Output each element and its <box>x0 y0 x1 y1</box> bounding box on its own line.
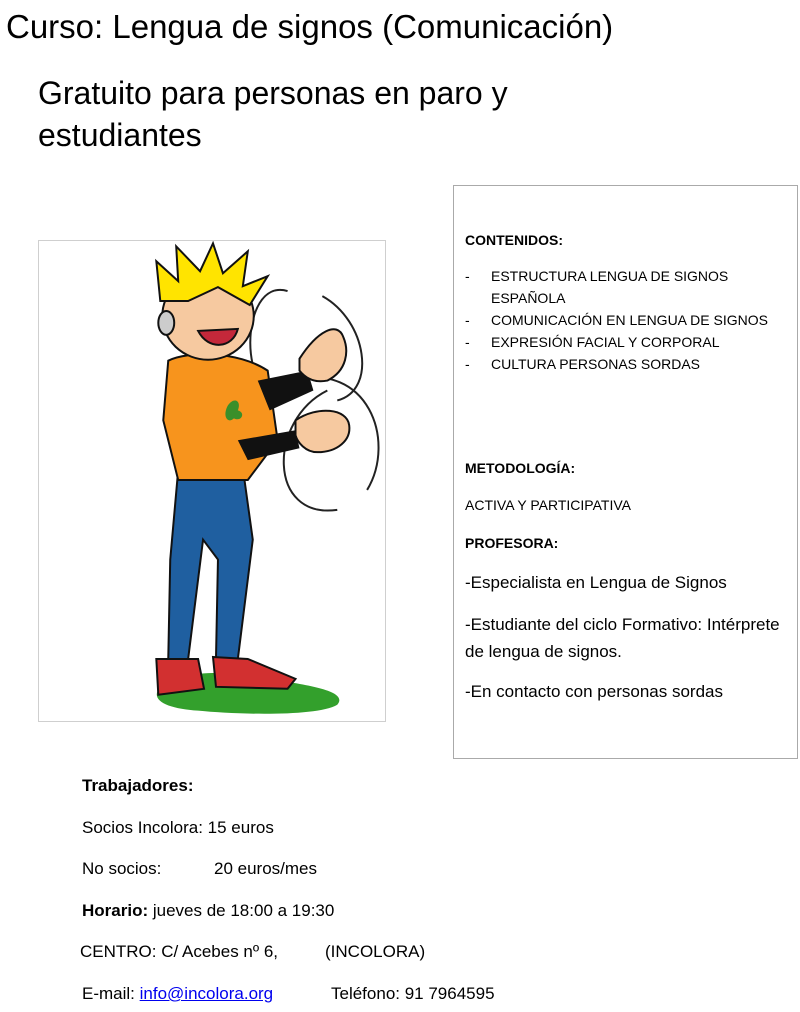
schedule-label: Horario: <box>82 901 149 920</box>
pricing-heading: Trabajadores: <box>82 776 194 795</box>
contents-heading: CONTENIDOS: <box>465 232 563 248</box>
contents-item: - EXPRESIÓN FACIAL Y CORPORAL <box>465 331 775 353</box>
methodology-text: ACTIVA Y PARTICIPATIVA <box>465 497 631 513</box>
teacher-item: -Especialista en Lengua de Signos <box>465 573 727 592</box>
email-link[interactable]: info@incolora.org <box>139 984 274 1003</box>
non-members-price: 20 euros/mes <box>214 859 317 878</box>
teacher-item: -En contacto con personas sordas <box>465 682 723 701</box>
email-label: E-mail: <box>82 984 135 1003</box>
schedule <box>82 901 334 921</box>
location-org: (INCOLORA) <box>325 942 426 961</box>
email-line <box>82 984 273 1004</box>
contents-item: - CULTURA PERSONAS SORDAS <box>465 353 775 375</box>
cartoon-boy-icon <box>39 241 385 721</box>
methodology-heading: METODOLOGÍA: <box>465 460 576 476</box>
page-subtitle: Gratuito para personas en paro y estudiantes <box>38 75 508 153</box>
page-title: Curso: Lengua de signos (Comunicación) <box>6 8 614 45</box>
sign-language-cartoon-illustration <box>38 240 386 722</box>
teacher-item: -Estudiante del ciclo Formativo: Intérprete de lengua de signos. <box>465 615 780 661</box>
teacher-heading: PROFESORA: <box>465 535 559 551</box>
non-members-label: No socios: <box>82 859 162 878</box>
schedule-value: jueves de 18:00 a 19:30 <box>152 901 335 920</box>
contents-item: - COMUNICACIÓN EN LENGUA DE SIGNOS <box>465 309 775 331</box>
contents-list <box>465 265 775 375</box>
members-price: Socios Incolora: 15 euros <box>82 818 274 837</box>
contents-item: - ESTRUCTURA LENGUA DE SIGNOS ESPAÑOLA <box>465 265 775 309</box>
course-info-box <box>453 185 798 759</box>
location-address: CENTRO: C/ Acebes nº 6, <box>80 942 278 961</box>
phone: Teléfono: 91 7964595 <box>331 984 495 1003</box>
